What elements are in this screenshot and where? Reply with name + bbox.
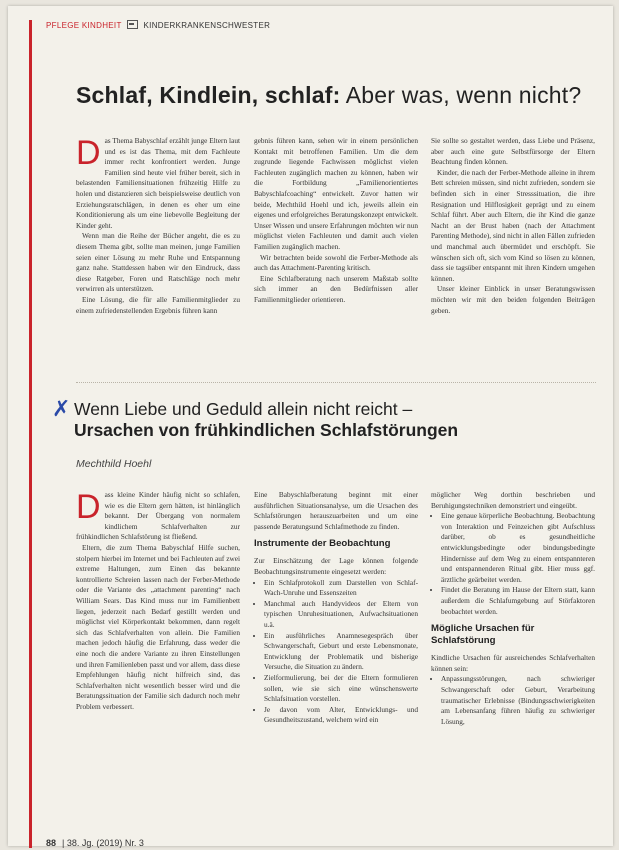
paragraph: Kindliche Ursachen für ausreichendes Schlafverhalten können sein: xyxy=(431,653,595,673)
title1-light: Aber was, wenn nicht? xyxy=(340,82,582,108)
article-title-1 xyxy=(76,82,581,109)
article-title-2 xyxy=(74,399,458,441)
paragraph: Unser kleiner Einblick in unser Beratungswissen möchten wir mit den beiden folgenden Beiträgen geben. xyxy=(431,284,595,315)
list-item: • Je davon vom Alter, Entwicklungs- und Gesundheitszustand, welchem wird ein xyxy=(264,705,418,726)
magazine-page xyxy=(8,6,613,846)
handwritten-x-mark: ✗ xyxy=(52,396,71,421)
top-column-3 xyxy=(431,136,595,316)
paragraph: gebnis führen kann, sehen wir in einem persönlichen Kontakt mit betroffenen Familien. Um die dem zugrunde liegende Fachwissen möglichst vielen Fachleuten zugänglich machen zu können, haben wir die Fortbildung „Familienorientiertes Babyschlafcoaching“ entwickelt. Zuvor hatten wir beide, Mechthild Hoehl und ich, jeweils allein ein eigenes und erfolgreiches Beratungskonzept entwickelt. Unser Wissen und unsere Erfahrungen möchten wir nun möglichst vielen Fachleuten und damit auch vielen Familien zugänglich machen. xyxy=(254,136,418,251)
author-name: Mechthild Hoehl xyxy=(76,458,152,470)
journal-name: KINDERKRANKENSCHWESTER xyxy=(143,21,271,30)
page-footer xyxy=(46,838,144,848)
paragraph: Kinder, die nach der Ferber-Methode alleine in ihrem Bett schreien müssen, sind nicht zufrieden, sondern sie befinden sich in einer Stresssituation, die ihre Resignation und Hilflosigkeit geprägt und zu einem Schlaf führt. Aber auch Eltern, die ihr Kind die ganze Nacht an der Brust haben (nach der Attachment Parenting Methode), sind nicht in allen Fällen zufrieden und manchmal auch übermüdet und erschöpft. Sie wünschen sich oft, sich vom Kind so lösen zu können, dass sie tagsüber entspannt mit ihren Kindern umgehen können. xyxy=(431,167,595,283)
paragraph: as Thema Babyschlaf erzählt junge Eltern laut und es ist das Thema, mit dem Fachleute immer recht konfrontiert werden. Junge Familien sind heute viel früher bereit, sich in belastenden Familiensituationen frühzeitig Hilfe zu holen und distanzieren sich beispielsweise deutlich von Erziehungsratschlägen, in denen es eher um eine Konditionierung als um eine liebevolle Begleitung der Kinder geht. xyxy=(76,136,240,230)
list-item: • Findet die Beratung im Hause der Eltern statt, kann außerdem die Schlafumgebung auf Störfaktoren beobachtet werden. xyxy=(441,585,595,617)
title1-bold: Schlaf, Kindlein, schlaf: xyxy=(76,82,341,108)
top-column-1 xyxy=(76,136,240,316)
bottom-column-3 xyxy=(431,490,595,727)
bottom-column-1 xyxy=(76,490,240,712)
red-margin-bar xyxy=(29,20,32,848)
list-item: • Manchmal auch Handyvideos der Eltern von typischen Unruhesituationen, Aufwachsituationen u.ä. xyxy=(264,599,418,631)
bullet-list xyxy=(431,674,595,727)
paragraph: Sie sollte so gestaltet werden, dass Liebe und Präsenz, aber auch eine gute Selbstfürsorge der Eltern Beachtung finden können. xyxy=(431,136,595,167)
paragraph: Eine Lösung, die für alle Familienmitglieder zu einem zufriedenstellenden Ergebnis führen kann xyxy=(76,294,240,315)
running-header xyxy=(46,20,270,30)
title2-line2: Ursachen von frühkindlichen Schlafstörungen xyxy=(74,420,459,440)
issue-info: | 38. Jg. (2019) Nr. 3 xyxy=(62,838,144,848)
bullet-list xyxy=(254,578,418,726)
dropcap: D xyxy=(76,134,101,172)
paragraph: Eine Babyschlafberatung beginnt mit einer ausführlichen Situationsanalyse, um die Ursachen des Schlafstörungen herauszuarbeiten und um eine passende Beratungsund Schlafmethode zu finden. xyxy=(254,490,418,531)
top-column-2 xyxy=(254,136,418,306)
page-number: 88 xyxy=(46,838,57,848)
paragraph: Eltern, die zum Thema Babyschlaf Hilfe suchen, stolpern hierbei im Internet und bei Fachleuten auf zwei extreme Haltungen, zum Einen das bekannte kontrollierte Schreien lassen nach der Ferber-Methode oder die Variante des „attachment parenting“ nach William Sears. Das Kind muss nur im Familienbett liegen, jederzeit nach Bedarf gestillt werden und möglichst viel Körperkontakt bekommen, dann regelt sich das Schlafverhalten von allein. Die Familien machen jedoch häufig die Erfahrung, dass weder die eine noch die andere Variante zu ihren Einstellungen und ihren Familienleben passt und vor allem, dass diese Empfehlungen häufig nicht hilfreich sind, das Schlafverhalten nicht wesentlich besser wird und die Beratungssituation der Familie sich dadurch noch mehr Problem verbessert. xyxy=(76,542,240,711)
title2-line1: Wenn Liebe und Geduld allein nicht reicht – xyxy=(74,399,413,419)
paragraph: Eine Schlafberatung nach unserem Maßstab sollte sich immer an den Bedürfnissen aller Familienmitglieder orientieren. xyxy=(254,273,418,304)
dropcap: D xyxy=(76,488,101,526)
journal-icon xyxy=(127,20,138,29)
list-item: • Ein Schlafprotokoll zum Darstellen von Schlaf-Wach-Unruhe und Essenszeiten xyxy=(264,578,418,599)
section-divider xyxy=(76,382,596,383)
paragraph: ass kleine Kinder häufig nicht so schlafen, wie es die Eltern gern hätten, ist hinlänglich bekannt. Der Übergang von normalem kindlichem Schlafverhalten zur frühkindlichen Schlafstörung ist fließend. xyxy=(76,490,240,542)
paragraph: Wir betrachten beide sowohl die Ferber-Methode als auch das Attachment-Parenting kritisch. xyxy=(254,252,418,273)
subheading: Mögliche Ursachen für Schlafstörung xyxy=(431,623,535,647)
paragraph: Zur Einschätzung der Lage können folgende Beobachtungsinstrumente eingesetzt werden: xyxy=(254,556,418,576)
paragraph: Wenn man die Reihe der Bücher angeht, die es zu diesem Thema gibt, sollte man meinen, junge Familien seien einer Lösung zu mehr Ruhe und Entspannung ganz nahe. Stattdessen haben wir den Eindruck, dass diese Ratgeber, Foren und Ratschläge noch mehr verwirren als unterstützen. xyxy=(76,231,240,294)
paragraph: möglicher Weg dorthin beschrieben und Beruhigungstechniken demonstriert und eingeübt. xyxy=(431,490,595,510)
bullet-list xyxy=(431,511,595,617)
section-label: PFLEGE KINDHEIT xyxy=(46,21,122,30)
list-item: • Anpassungsstörungen, nach schwieriger Schwangerschaft oder Geburt, Verarbeitung traumatischer Erlebnisse (Bindungsschwierigkeiten am Lebensanfang führen häufig zu schwieriger Lösung, xyxy=(441,674,595,727)
list-item: • Ein ausführliches Anamnesegespräch über Schwangerschaft, Geburt und erste Lebensmonate, Entwicklung der Problematik und bisherige Versuche, die Situation zu ändern. xyxy=(264,631,418,673)
bottom-column-2 xyxy=(254,490,418,726)
list-item: • Eine genaue körperliche Beobachtung. Beobachtung von Interaktion und Feinzeichen gibt Aufschluss darüber, ob es gesundheitliche entwicklungsbedingte oder bindungsbedingte Hindernisse auf dem Weg zu einem entspannteren und entspannenderen Ritual gibt. Hier muss ggf. ärztliche geärbeitet werden. xyxy=(441,511,595,585)
subheading: Instrumente der Beobachtung xyxy=(254,538,391,550)
list-item: • Zielformulierung, bei der die Eltern formulieren sollen, wie sie sich eine wünschenswerte Schlafsituation vorstellen. xyxy=(264,673,418,705)
